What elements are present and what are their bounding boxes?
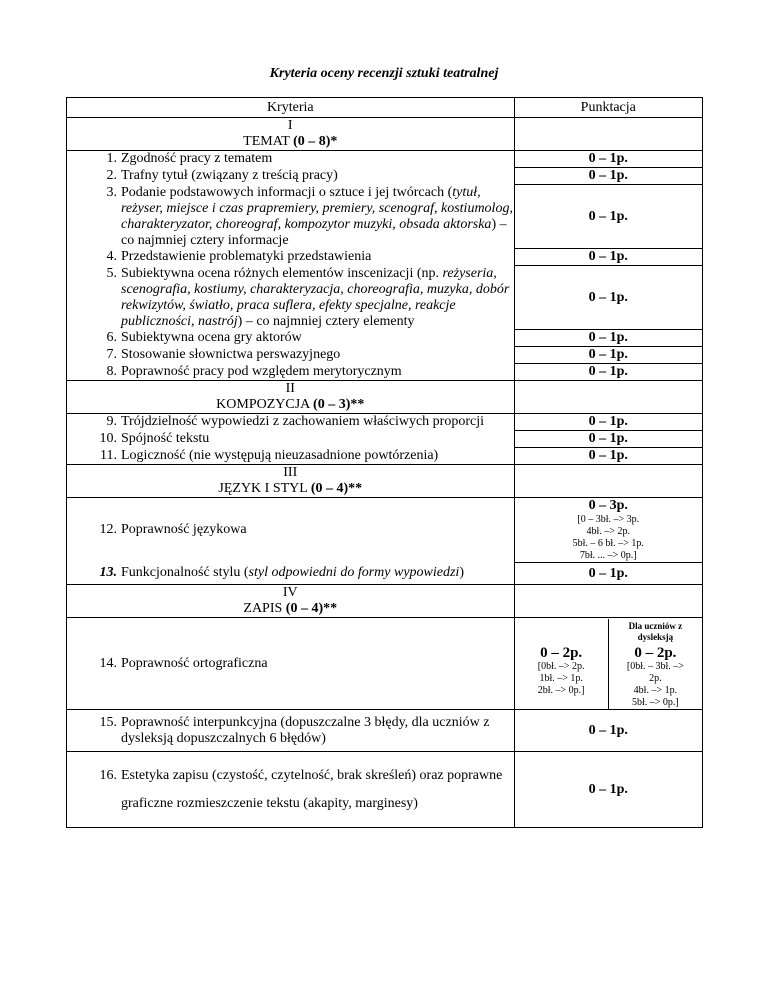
section-header — [67, 465, 703, 498]
points-detail: [0bł. – 3bł. –> — [626, 660, 684, 672]
header-criteria: Kryteria — [67, 98, 515, 118]
table-row: 3. Podanie podstawowych informacji o sztuce i jej twórcach (tytuł, reżyser, miejsce i czas prapremiery, premiery, scenograf, kostiumolog, charakteryzator, choreograf, kompozytor muzyki, obsada aktorska) – co najmniej cztery informacje 0 – 1p. — [67, 185, 703, 249]
table-row: 11. Logiczność (nie występują nieuzasadnione powtórzenia) 0 – 1p. — [67, 448, 703, 465]
table-row: 16. Estetyka zapisu (czystość, czytelność, brak skreśleń) oraz poprawne graficzne rozmieszczenie tekstu (akapity, marginesy) 0 – 1p. — [67, 752, 703, 828]
points-value: 0 – 1p. — [588, 431, 628, 446]
table-row: 15. Poprawność interpunkcyjna (dopuszczalne 3 błędy, dla uczniów z dysleksją dopuszczalnych 6 błędów) 0 – 1p. — [67, 710, 703, 752]
points-value: 0 – 1p. — [588, 347, 628, 362]
points-value: 0 – 1p. — [588, 168, 628, 183]
page-title: Kryteria oceny recenzji sztuki teatralnej — [269, 66, 499, 81]
table-row: 14. Poprawność ortograficzna 0 – 2p. [0bł. –> 2p. 1bł. –> 1p. 2bł. –> 0p.] Dla uczniów z dysleksją 0 – 2p. [0bł. – 3bł. –> 2p. 4bł. –> 1p. 5bł. –> 0p.] — [67, 618, 703, 710]
section-title: TEMAT (0 – 8)* — [243, 134, 338, 149]
points-value: 0 – 1p. — [588, 722, 628, 738]
points-detail: 5bł. – 6 bł. –> 1p. — [572, 538, 644, 549]
points-detail: 7bł. ... –> 0p.] — [579, 550, 637, 561]
points-detail: 1bł. –> 1p. — [539, 672, 583, 684]
table-row: 2. Trafny tytuł (związany z treścią pracy) 0 – 1p. — [67, 168, 703, 185]
table-row: 4. Przedstawienie problematyki przedstawienia 0 – 1p. — [67, 249, 703, 266]
section-header — [67, 381, 703, 414]
points-value: 0 – 3p. — [588, 498, 628, 513]
points-value: 0 – 1p. — [588, 364, 628, 379]
points-value: 0 – 1p. — [588, 448, 628, 463]
table-row: 1. Zgodność pracy z tematem 0 – 1p. — [67, 151, 703, 168]
points-detail: 2p. — [649, 672, 662, 684]
table-row: 6. Subiektywna ocena gry aktorów 0 – 1p. — [67, 330, 703, 347]
points-detail: 2bł. –> 0p.] — [537, 684, 585, 696]
section-title: KOMPOZYCJA (0 – 3)** — [216, 397, 365, 412]
section-title: ZAPIS (0 – 4)** — [243, 601, 338, 616]
section-roman: II — [285, 381, 295, 396]
points-value: 0 – 1p. — [588, 289, 628, 305]
table-row: 9. Trójdzielność wypowiedzi z zachowaniem właściwych proporcji 0 – 1p. — [67, 414, 703, 431]
points-value: 0 – 1p. — [588, 330, 628, 345]
points-value: 0 – 1p. — [588, 781, 628, 797]
points-detail: 4bł. –> 2p. — [586, 526, 630, 537]
table-row: 7. Stosowanie słownictwa perswazyjnego 0 – 1p. — [67, 347, 703, 364]
table-row: 5. Subiektywna ocena różnych elementów inscenizacji (np. reżyseria, scenografia, kostiumy, charakteryzacja, choreografia, muzyka, dobór rekwizytów, światło, praca suflera, efekty specjalne, reakcje publiczności, nastrój) – co najmniej cztery elementy 0 – 1p. — [67, 266, 703, 330]
section-header — [67, 118, 703, 151]
points-value: 0 – 2p. — [634, 644, 677, 661]
points-value: 0 – 1p. — [588, 565, 628, 581]
section-roman: IV — [282, 585, 298, 600]
section-roman: I — [287, 118, 293, 133]
table-header — [67, 98, 703, 118]
table-row: 10. Spójność tekstu 0 – 1p. — [67, 431, 703, 448]
points-detail: 4bł. –> 1p. — [633, 684, 678, 696]
section-title: JĘZYK I STYL (0 – 4)** — [218, 481, 363, 496]
points-value: 0 – 1p. — [588, 249, 628, 264]
table-row: 12. Poprawność językowa 0 – 3p. [0 – 3bł. –> 3p. 4bł. –> 2p. 5bł. – 6 bł. –> 1p. 7bł. ... –> 0p.] — [67, 498, 703, 563]
points-detail: [0 – 3bł. –> 3p. — [577, 514, 640, 525]
points-detail: [0bł. –> 2p. — [537, 660, 585, 672]
points-value: 0 – 1p. — [588, 151, 628, 166]
header-points: Punktacja — [514, 98, 702, 118]
section-header — [67, 585, 703, 618]
points-value: 0 – 2p. — [540, 644, 583, 661]
points-value: 0 – 1p. — [588, 414, 628, 429]
table-row: 13. Funkcjonalność stylu (styl odpowiedni do formy wypowiedzi) 0 – 1p. — [67, 563, 703, 585]
points-value: 0 – 1p. — [588, 208, 628, 224]
table-row: 8. Poprawność pracy pod względem merytorycznym 0 – 1p. — [67, 364, 703, 381]
points-detail: 5bł. –> 0p.] — [632, 696, 679, 708]
criteria-table — [66, 97, 703, 828]
dyslexia-label: Dla uczniów z dysleksją — [628, 620, 683, 642]
section-roman: III — [283, 465, 298, 480]
